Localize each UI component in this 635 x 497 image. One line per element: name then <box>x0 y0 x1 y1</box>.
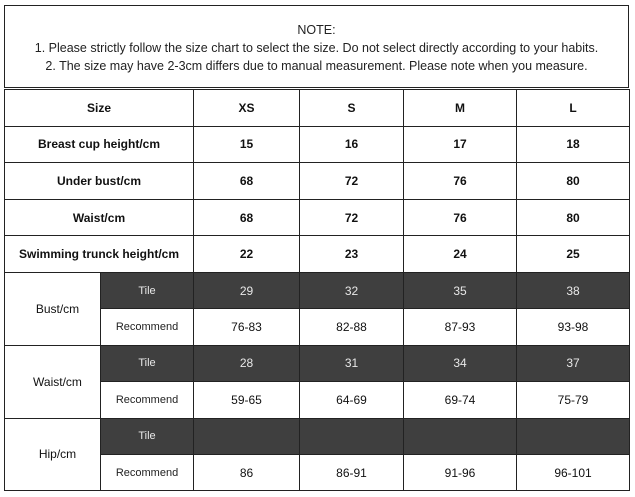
table-cell: 22 <box>194 236 300 273</box>
measurement-label: Waist/cm <box>5 199 194 236</box>
measurement-row-breast-cup <box>5 126 630 163</box>
table-cell: 72 <box>300 199 404 236</box>
table-cell <box>404 418 517 454</box>
table-cell: 34 <box>404 345 517 381</box>
note-box <box>4 5 629 88</box>
size-header-xs: XS <box>194 90 300 127</box>
table-cell: 32 <box>300 272 404 308</box>
table-cell: 69-74 <box>404 382 517 418</box>
table-cell: 37 <box>517 345 630 381</box>
group-label-waist: Waist/cm <box>5 345 101 418</box>
table-cell <box>194 418 300 454</box>
table-cell: 80 <box>517 163 630 200</box>
table-cell: 68 <box>194 199 300 236</box>
size-chart-sheet <box>4 5 629 493</box>
table-cell: 86 <box>194 454 300 490</box>
size-header-m: M <box>404 90 517 127</box>
table-cell: 80 <box>517 199 630 236</box>
hip-tile-row <box>5 418 630 454</box>
size-header-label: Size <box>5 90 194 127</box>
measurement-row-trunk-height <box>5 236 630 273</box>
tile-label: Tile <box>101 272 194 308</box>
table-cell: 76 <box>404 199 517 236</box>
group-label-bust: Bust/cm <box>5 272 101 345</box>
measurement-label: Under bust/cm <box>5 163 194 200</box>
size-header-l: L <box>517 90 630 127</box>
table-cell: 24 <box>404 236 517 273</box>
table-cell: 72 <box>300 163 404 200</box>
table-cell: 75-79 <box>517 382 630 418</box>
table-cell: 91-96 <box>404 454 517 490</box>
table-cell: 18 <box>517 126 630 163</box>
group-label-hip: Hip/cm <box>5 418 101 491</box>
tile-label: Tile <box>101 345 194 381</box>
table-cell: 16 <box>300 126 404 163</box>
measurement-label: Breast cup height/cm <box>5 126 194 163</box>
note-title: NOTE: <box>297 23 336 37</box>
table-cell: 28 <box>194 345 300 381</box>
table-cell <box>517 418 630 454</box>
measurement-label: Swimming trunck height/cm <box>5 236 194 273</box>
table-cell: 29 <box>194 272 300 308</box>
recommend-label: Recommend <box>101 382 194 418</box>
table-cell: 87-93 <box>404 309 517 345</box>
recommend-label: Recommend <box>101 309 194 345</box>
table-cell <box>300 418 404 454</box>
table-cell: 86-91 <box>300 454 404 490</box>
measurement-row-under-bust <box>5 163 630 200</box>
table-cell: 93-98 <box>517 309 630 345</box>
table-cell: 82-88 <box>300 309 404 345</box>
table-cell: 31 <box>300 345 404 381</box>
bust-tile-row <box>5 272 630 308</box>
table-cell: 35 <box>404 272 517 308</box>
tile-label: Tile <box>101 418 194 454</box>
table-cell: 76 <box>404 163 517 200</box>
table-cell: 76-83 <box>194 309 300 345</box>
table-cell: 17 <box>404 126 517 163</box>
table-cell: 96-101 <box>517 454 630 490</box>
measurement-row-waist <box>5 199 630 236</box>
table-cell: 68 <box>194 163 300 200</box>
size-header-row <box>5 90 630 127</box>
table-cell: 23 <box>300 236 404 273</box>
table-cell: 38 <box>517 272 630 308</box>
table-cell: 15 <box>194 126 300 163</box>
table-cell: 64-69 <box>300 382 404 418</box>
size-header-s: S <box>300 90 404 127</box>
note-line-2: 2. The size may have 2-3cm differs due to manual measurement. Please note when you measure. <box>45 59 588 73</box>
table-cell: 25 <box>517 236 630 273</box>
note-line-1: 1. Please strictly follow the size chart to select the size. Do not select directly according to your habits. <box>34 41 599 55</box>
size-chart-table <box>4 89 630 491</box>
recommend-label: Recommend <box>101 454 194 490</box>
table-cell: 59-65 <box>194 382 300 418</box>
waist-tile-row <box>5 345 630 381</box>
